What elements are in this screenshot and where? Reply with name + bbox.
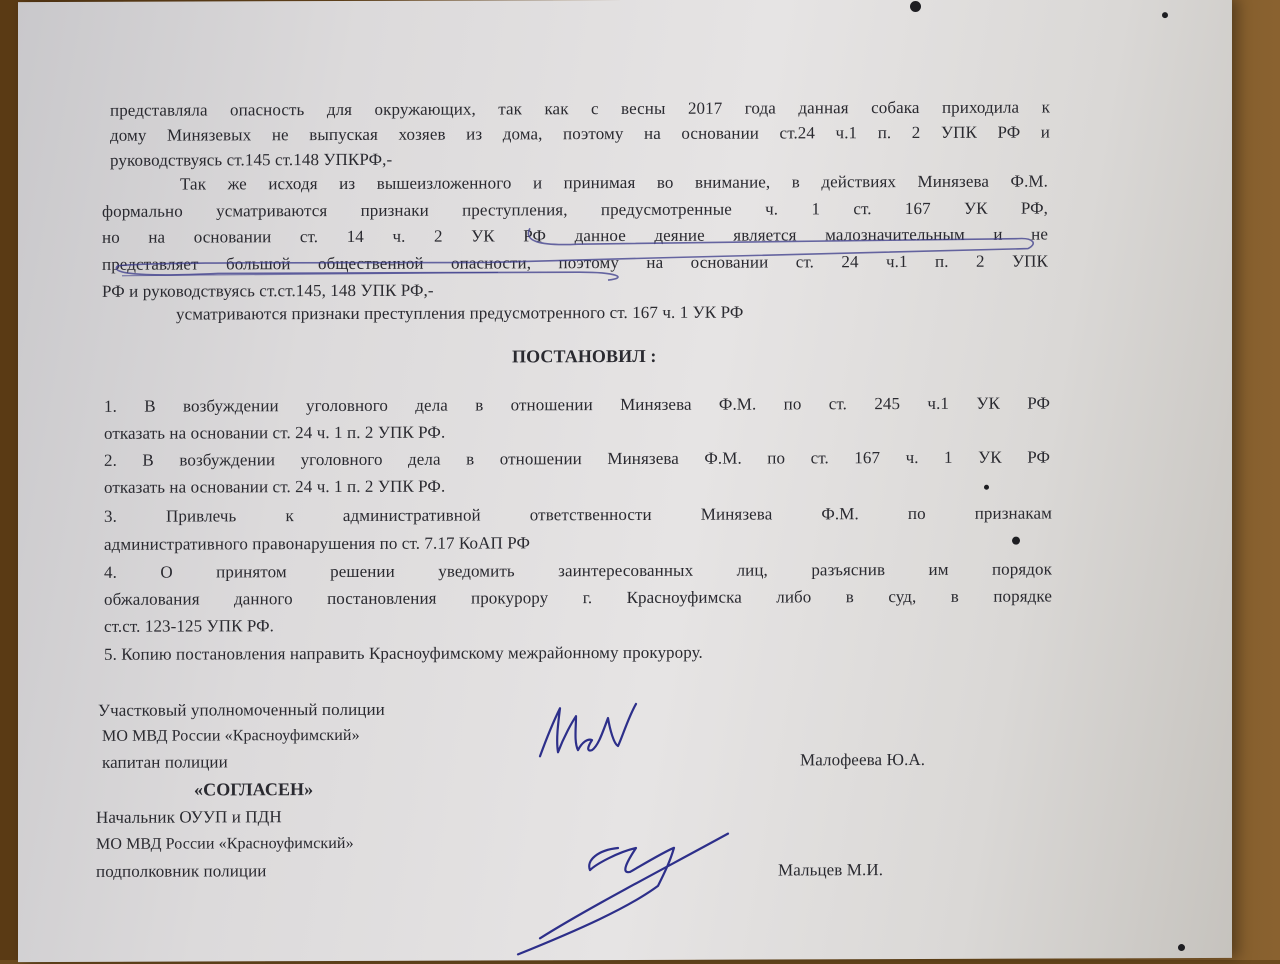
paragraph2-line4: представляет большой общественной опасности, поэтому на основании ст. 24 ч.1 п. 2 УПК [102,251,1048,274]
item5-line1: 5. Копию постановления направить Красноуфимскому межрайонному прокурору. [104,642,703,664]
resolution-heading: ПОСТАНОВИЛ : [512,345,657,367]
paragraph2-line5: РФ и руководствуясь ст.ст.145, 148 УПК РФ,- [102,280,434,301]
signature-2 [478,811,778,962]
document-page [18,0,1232,962]
signature-1 [518,694,648,774]
paragraph2-line1: Так же исходя из вышеизложенного и принимая во внимание, в действиях Минязева Ф.М. [180,171,1048,194]
item3-line2: административного правонарушения по ст. 7.17 КоАП РФ [104,533,530,554]
signer1-title1: Участковый уполномоченный полиции [98,699,385,720]
signer2-title1: Начальник ОУУП и ПДН [96,807,282,827]
paragraph1-line1: представляла опасность для окружающих, так как с весны 2017 года данная собака приходила к [110,97,1050,120]
signer2-rank: подполковник полиции [96,861,267,881]
paragraph3: усматриваются признаки преступления предусмотренного ст. 167 ч. 1 УК РФ [176,302,744,324]
item4-line3: ст.ст. 123-125 УПК РФ. [104,616,275,636]
item4-line1: 4. О принятом решении уведомить заинтересованных лиц, разъяснив им порядок [104,559,1052,582]
item1-line1: 1. В возбуждении уголовного дела в отношении Минязева Ф.М. по ст. 245 ч.1 УК РФ [104,393,1050,416]
signer2-name: Мальцев М.И. [778,860,884,880]
pin-hole [1178,944,1185,951]
ink-dot [1012,537,1020,545]
signer1-rank: капитан полиции [102,752,228,772]
pin-hole [910,1,921,12]
item2-line2: отказать на основании ст. 24 ч. 1 п. 2 УПК РФ. [104,476,446,497]
paragraph2-line3: но на основании ст. 14 ч. 2 УК РФ данное деяние является малозначительным и не [102,224,1048,247]
item1-line2: отказать на основании ст. 24 ч. 1 п. 2 УПК РФ. [104,422,446,443]
item4-line2: обжалования данного постановления прокурору г. Красноуфимска либо в суд, в порядке [104,586,1052,609]
pin-hole [1162,12,1168,18]
ink-dot [984,485,989,490]
paragraph1-line2: дому Минязевых не выпуская хозяев из дома, поэтому на основании ст.24 ч.1 п. 2 УПК РФ и [110,122,1050,145]
item3-line1: 3. Привлечь к административной ответственности Минязева Ф.М. по признакам [104,503,1052,526]
signer1-title2: МО МВД России «Красноуфимский» [102,726,360,745]
signer2-title2: МО МВД России «Красноуфимский» [96,834,354,853]
paragraph2-line2: формально усматриваются признаки преступления, предусмотренные ч. 1 ст. 167 УК РФ, [102,198,1048,221]
signer1-name: Малофеева Ю.А. [800,749,926,770]
paragraph1-line3: руководствуясь ст.145 ст.148 УПКРФ,- [110,149,393,170]
item2-line1: 2. В возбуждении уголовного дела в отношении Минязева Ф.М. по ст. 167 ч. 1 УК РФ [104,447,1050,470]
approval-stamp-text: «СОГЛАСЕН» [194,779,314,800]
